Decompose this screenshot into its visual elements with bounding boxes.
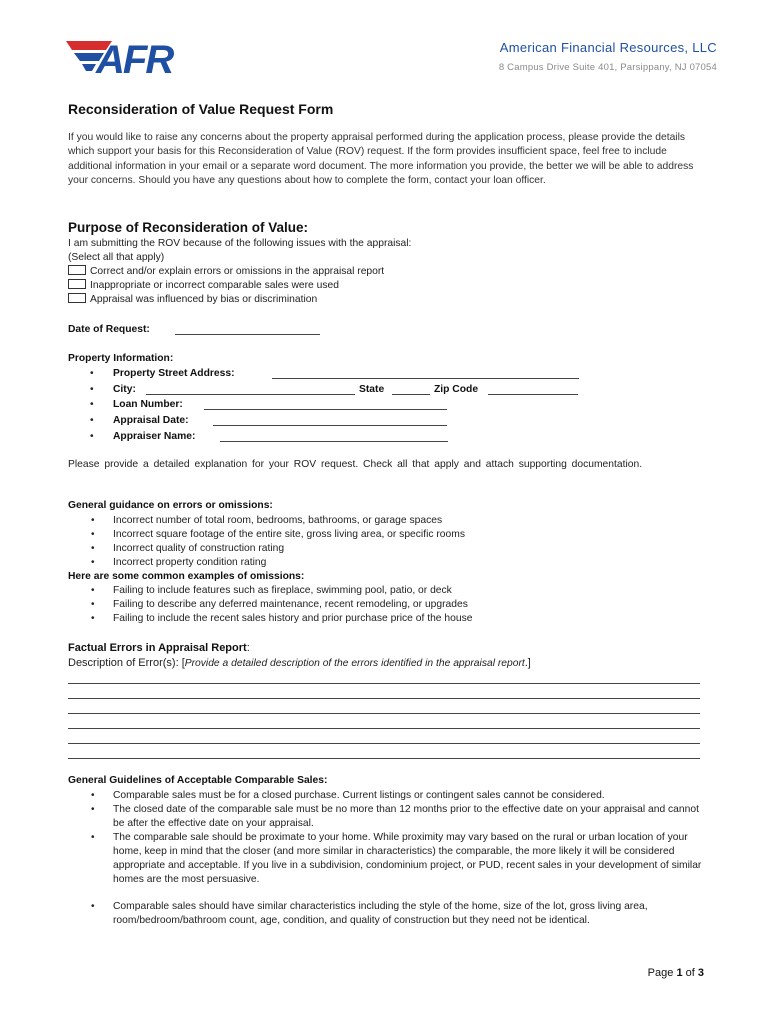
bullet: •	[91, 543, 95, 554]
omission-item: Failing to include the recent sales history and prior purchase price of the house	[113, 613, 473, 624]
street-label: Property Street Address:	[113, 368, 235, 379]
description-label-row	[68, 656, 531, 671]
bullet: •	[91, 901, 95, 912]
city-field[interactable]	[146, 394, 355, 395]
page-of-label: of	[685, 967, 695, 979]
loan-number-label: Loan Number:	[113, 399, 183, 410]
comparables-item: Comparable sales must be for a closed purchase. Current listings or contingent sales cannot be considered.	[113, 790, 605, 801]
option-row-comparables	[68, 279, 339, 293]
date-of-request-field[interactable]	[175, 334, 320, 335]
checkbox-errors[interactable]	[68, 265, 86, 275]
checkbox-bias[interactable]	[68, 293, 86, 303]
comparables-heading: General Guidelines of Acceptable Comparable Sales:	[68, 775, 328, 786]
guidance-item: Incorrect quality of construction rating	[113, 543, 285, 554]
description-line-3[interactable]	[68, 713, 700, 714]
factual-errors-heading: Factual Errors in Appraisal Report	[68, 642, 247, 654]
option-label: Correct and/or explain errors or omissions in the appraisal report	[90, 266, 385, 277]
omissions-heading: Here are some common examples of omissions:	[68, 571, 305, 582]
description-label: Description of Error(s): [	[68, 657, 185, 669]
page-label: Page	[647, 967, 674, 979]
bullet: •	[90, 399, 94, 410]
select-all-note: (Select all that apply)	[68, 252, 165, 263]
intro-paragraph: If you would like to raise any concerns about the property appraisal performed during the application process, please provide the details which support your basis for this Reconsideration of Value (ROV) request. If the form provides insufficient space, feel free to include additional information in your email or a separate word document. The more information you provide, the better we will be able to address your concerns. Should you have any questions about how to complete the form, contact your loan officer.	[68, 132, 694, 186]
comparables-item: Comparable sales should have similar characteristics including the style of the home, size of the lot, gross living area, room/bedroom/bathroom count, age, condition, and quality of construction but they need not be identical.	[113, 901, 648, 926]
description-line-2[interactable]	[68, 698, 700, 699]
guidance-item: Incorrect property condition rating	[113, 557, 267, 568]
bullet: •	[90, 384, 94, 395]
street-field[interactable]	[272, 378, 579, 379]
purpose-lead: I am submitting the ROV because of the following issues with the appraisal:	[68, 238, 412, 249]
description-line-6[interactable]	[68, 758, 700, 759]
comparables-item: The comparable sale should be proximate to your home. While proximity may vary based on the rural or urban location of your home, keep in mind that the closer (and more similar in characteristics) the comparable, the more likely it will be considered appropriate and acceptable. If you live in a subdivision, condominium project, or PUD, recent sales in your development of similar homes are the most persuasive.	[113, 832, 702, 885]
option-row-bias	[68, 293, 317, 307]
option-row-errors	[68, 265, 384, 279]
appraiser-name-field[interactable]	[220, 441, 448, 442]
guidance-item: Incorrect number of total room, bedrooms, bathrooms, or garage spaces	[113, 515, 443, 526]
explanation-text: Please provide a detailed explanation for your ROV request. Check all that apply and attach supporting documentation.	[68, 459, 643, 470]
bullet: •	[90, 368, 94, 379]
description-line-1[interactable]	[68, 683, 700, 684]
bullet: •	[91, 613, 95, 624]
comparables-item: The closed date of the comparable sale must be no more than 12 months prior to the effective date on your appraisal and cannot be after the effective date on your appraisal.	[113, 804, 699, 829]
appraisal-date-label: Appraisal Date:	[113, 415, 189, 426]
property-info-heading: Property Information:	[68, 353, 174, 364]
date-of-request-label: Date of Request:	[68, 324, 150, 335]
omission-item: Failing to include features such as fireplace, swimming pool, patio, or deck	[113, 585, 452, 596]
description-line-4[interactable]	[68, 728, 700, 729]
zip-field[interactable]	[488, 394, 578, 395]
description-line-5[interactable]	[68, 743, 700, 744]
state-field[interactable]	[392, 394, 430, 395]
option-label: Appraisal was influenced by bias or discrimination	[90, 294, 318, 305]
afr-logo	[66, 37, 216, 77]
omission-item: Failing to describe any deferred maintenance, recent remodeling, or upgrades	[113, 599, 468, 610]
zip-label: Zip Code	[434, 384, 479, 395]
bullet: •	[90, 431, 94, 442]
checkbox-comparables[interactable]	[68, 279, 86, 289]
description-end: .]	[524, 657, 531, 669]
bullet: •	[91, 557, 95, 568]
description-hint: Provide a detailed description of the errors identified in the appraisal report	[184, 658, 525, 669]
bullet: •	[90, 415, 94, 426]
appraisal-date-field[interactable]	[213, 425, 447, 426]
bullet: •	[91, 585, 95, 596]
page-number	[648, 967, 704, 979]
page-current: 1	[676, 967, 683, 979]
guidance-heading: General guidance on errors or omissions:	[68, 500, 273, 511]
loan-number-field[interactable]	[204, 409, 447, 410]
state-label: State	[359, 384, 385, 395]
bullet: •	[91, 515, 95, 526]
company-address: 8 Campus Drive Suite 401, Parsippany, NJ 07054	[498, 62, 717, 73]
bullet: •	[91, 529, 95, 540]
purpose-heading: Purpose of Reconsideration of Value:	[68, 220, 309, 235]
appraiser-name-label: Appraiser Name:	[113, 431, 196, 442]
logo-text: AFR	[96, 38, 173, 77]
company-name: American Financial Resources, LLC	[499, 40, 717, 55]
bullet: •	[91, 599, 95, 610]
page-total: 3	[697, 967, 704, 979]
option-label: Inappropriate or incorrect comparable sales were used	[90, 280, 339, 291]
guidance-item: Incorrect square footage of the entire site, gross living area, or specific rooms	[113, 529, 465, 540]
bullet: •	[91, 832, 95, 843]
factual-colon: :	[246, 642, 250, 654]
city-label: City:	[113, 384, 136, 395]
factual-errors-heading-row	[68, 641, 250, 655]
bullet: •	[91, 790, 95, 801]
form-title: Reconsideration of Value Request Form	[68, 101, 334, 117]
bullet: •	[91, 804, 95, 815]
